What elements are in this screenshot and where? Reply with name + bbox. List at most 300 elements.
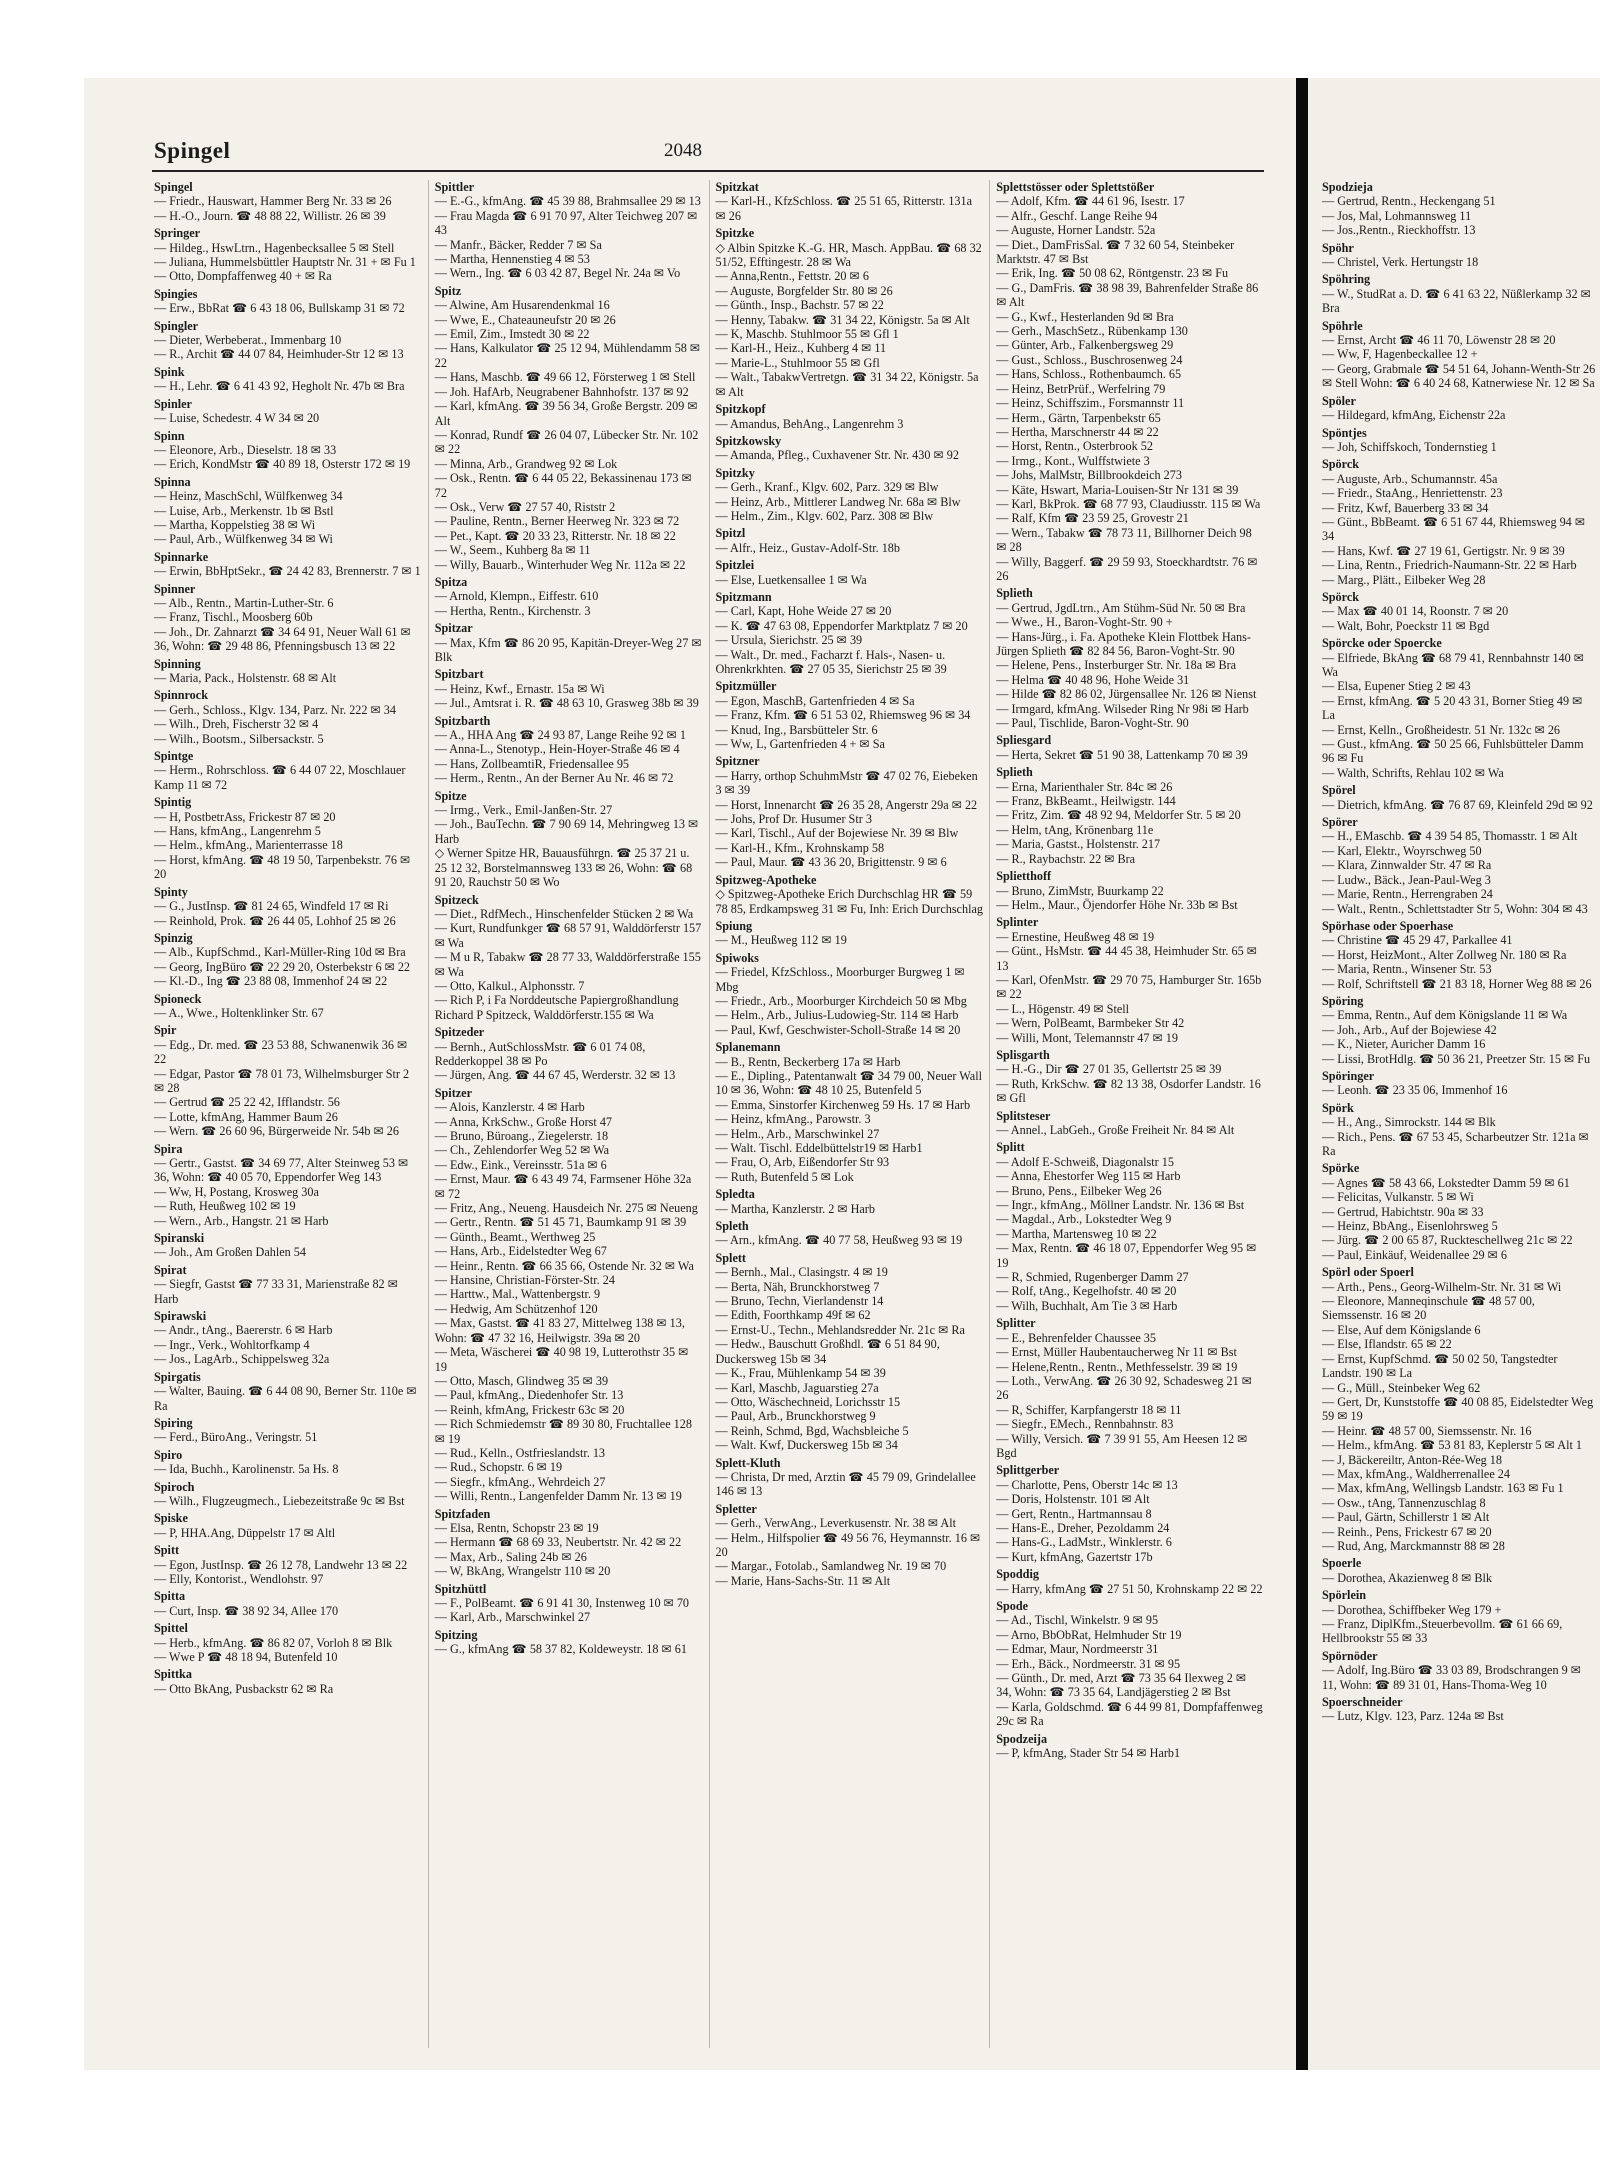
entry-lines: — Elsa, Rentn, Schopstr 23 ✉ 19 — Hermann ☎ 68 69 33, Neubertstr. Nr. 42 ✉ 22 — Max, Arb., Saling 24b ✉ 26 — W, BkAng, Wrangelstr 110 ✉ 20 [434,1520,682,1579]
entry-lines: — Alwine, Am Husarendenkmal 16 — Wwe, E., Chateauneufstr 20 ✉ 26 — Emil, Zim., Imstedt 30 ✉ 22 — Hans, Kalkulator ☎ 25 12 94, Mühlendamm 58 ✉ 22 — Hans, Maschb. ☎ 49 66 12, Försterweg 1 ✉ Stell — Joh. HafArb, Neugrabener Bahnhofstr. 137 ✉ 92 — Karl, kfmAng. ☎ 39 56 34, Große Bergstr. 209 ✉ Alt — Konrad, Rundf ☎ 26 04 07, Lübecker Str. Nr. 102 ✉ 22 — Minna, Arb., Grandweg 92 ✉ Lok — Osk., Rentn. ☎ 6 44 05 22, Bekassinenau 173 ✉ 72 — Osk., Verw ☎ 27 57 40, Riststr 2 — Pauline, Rentn., Berner Heerweg Nr. 323 ✉ 72 — Pet., Kapt. ☎ 20 33 23, Ritterstr. Nr. 18 ✉ 22 — W., Seem., Kuhberg 8a ✉ 11 — Willy, Bauarb., Winterhuder Weg Nr. 112a ✉ 22 [434,298,701,572]
entry-lines: — Bruno, ZimMstr, Buurkamp 22 — Helm., Maur., Öjendorfer Höhe Nr. 33b ✉ Bst [996,883,1238,912]
directory-entry [154,1231,422,1260]
scanned-spread [84,78,1600,2070]
directory-entry [716,679,984,751]
surname-heading: Spingel [154,180,193,194]
entry-lines: — Christine ☎ 45 29 47, Parkallee 41 — Horst, HeizMont., Alter Zollweg Nr. 180 ✉ Ra — Maria, Rentn., Winsener Str. 53 — Rolf, Schriftstell ☎ 21 83 18, Horner Weg 88 ✉ 26 [1322,933,1592,991]
directory-entry [996,1567,1264,1596]
surname-heading: Spitzeck [434,892,479,907]
directory-entry [435,180,703,281]
directory-entry [996,915,1264,1045]
directory-entry [154,582,422,654]
entry-lines: — A., HHA Ang ☎ 24 93 87, Lange Reihe 92 ✉ 1 — Anna-L., Stenotyp., Hein-Hoyer-Straße 46 ✉ 4 — Hans, ZollbeamtiR, Friedensallee 95 — Herm., Rentn., An der Berner Au Nr. 46 ✉ 72 [434,728,686,786]
directory-entry [996,1316,1264,1460]
entry-lines: — Curt, Insp. ☎ 38 92 34, Allee 170 [154,1603,339,1618]
surname-heading: Spöringer [1322,1068,1375,1083]
facing-page [1308,78,1600,2070]
entry-lines: — Elfriede, BkAng ☎ 68 79 41, Rennbahnstr 140 ✉ Wa — Elsa, Eupener Stieg 2 ✉ 43 — Ernst, kfmAng. ☎ 5 20 43 31, Borner Stieg 49 ✉ La — Ernst, Kelln., Großheidestr. 51 Nr. 132c ✉ 26 — Gust., kfmAng. ☎ 50 25 66, Fuhlsbütteler Damm 96 ✉ Fu — Walth, Schrifts, Rehlau 102 ✉ Wa [1322,650,1585,780]
directory-entry [716,1251,984,1453]
directory-entry [435,667,703,710]
surname-heading: Spitzkopf [715,402,766,417]
entry-lines: — Joh., Am Großen Dahlen 54 [154,1245,306,1260]
surname-heading: Spinler [154,396,192,411]
surname-heading: Spörck [1322,457,1360,472]
surname-heading: Spöntjes [1322,425,1367,440]
entry-lines: — Arnold, Klempn., Eiffestr. 610 — Hertha, Rentn., Kirchenstr. 3 [434,589,599,618]
directory-entry [435,1086,703,1504]
column-2 [428,180,709,2048]
directory-entry [435,789,703,890]
directory-entry [996,765,1264,866]
entry-lines: — E.-G., kfmAng. ☎ 45 39 88, Brahmsallee 29 ✉ 13 — Frau Magda ☎ 6 91 70 97, Alter Teichweg 207 ✉ 43 — Manfr., Bäcker, Redder 7 ✉ Sa — Martha, Hennenstieg 4 ✉ 53 — Wern., Ing. ☎ 6 03 42 87, Begel Nr. 24a ✉ Vo [434,194,701,281]
entry-lines: — Harry, kfmAng ☎ 27 51 50, Krohnskamp 22 ✉ 22 [996,1581,1263,1596]
surname-heading: Spörk [1322,1100,1354,1115]
surname-heading: Spitzky [715,465,755,480]
surname-heading: Spitzke [715,226,755,241]
surname-heading: Spinn [154,428,185,443]
directory-entry [1322,815,1596,916]
directory-entry [154,795,422,881]
directory-entry [1322,1161,1596,1262]
entry-lines: — Gertrud, Rentn., Heckengang 51 — Jos, Mal, Lohmannsweg 11 — Jos.,Rentn., Rieckhoffstr. 13 [1322,194,1496,238]
surname-heading: Spitzbarth [434,713,491,728]
directory-entry [1322,457,1596,587]
entry-lines: — Diet., RdfMech., Hinschenfelder Stücken 2 ✉ Wa — Kurt, Rundfunkger ☎ 68 57 91, Walddörferstr 157 ✉ Wa — M u R, Tabakw ☎ 28 77 33, Walddörferstraße 155 ✉ Wa — Otto, Kalkul., Alphonsstr. 7 — Rich P, i Fa Norddeutsche Papiergroßhandlung Richard P Spitzeck, Walddörferstr.155 ✉ Wa [434,906,702,1022]
directory-entry [154,1543,422,1586]
entry-lines: — Arn., kfmAng. ☎ 40 77 58, Heußweg 93 ✉ 19 [715,1233,963,1248]
entry-lines: — Karl-H., KfzSchloss. ☎ 25 51 65, Ritterstr. 131a ✉ 26 [715,194,973,223]
directory-entry [154,365,422,394]
directory-entry [154,1511,422,1540]
entry-lines: — Leonh. ☎ 23 35 06, Immenhof 16 [1322,1083,1508,1098]
entry-lines: — H, PostbetrAss, Frickestr 87 ✉ 20 — Hans, kfmAng., Langenrehm 5 — Helm., kfmAng., Marienterrasse 18 — Horst, kfmAng. ☎ 48 19 50, Tarpenbekstr. 76 ✉ 20 [154,809,411,882]
directory-entry [154,1480,422,1509]
surname-heading: Spingler [154,318,199,333]
surname-heading: Spintig [154,795,192,810]
surname-heading: Spirawski [154,1309,207,1324]
entry-lines: — Hildegard, kfmAng, Eichenstr 22a [1322,408,1506,423]
directory-entry [154,1142,422,1228]
header-rule [152,170,1264,172]
column-1 [154,180,428,2048]
entry-lines: — Luise, Schedestr. 4 W 34 ✉ 20 [154,411,320,426]
entry-lines: — Gerh., Schloss., Klgv. 134, Parz. Nr. 222 ✉ 34 — Wilh., Dreh, Fischerstr 32 ✉ 4 — Wilh., Bootsm., Silbersackstr. 5 [154,702,396,746]
entry-lines: — B., Rentn, Beckerberg 17a ✉ Harb — E., Dipling., Patentanwalt ☎ 34 79 00, Neuer Wall 10 ✉ 36, Wohn: ☎ 48 10 25, Butenfeld 5 — Emma, Sinstorfer Kirchenweg 59 Hs. 17 ✉ Harb — Heinz, kfmAng., Parowstr. 3 — Helm., Arb., Marschwinkel 27 — Walt. Tischl. Eddelbüttelstr19 ✉ Harb1 — Frau, O, Arb, Eißendorfer Str 93 — Ruth, Butenfeld 5 ✉ Lok [715,1054,982,1184]
surname-heading: Spörhase oder Spoerhase [1322,918,1454,933]
entry-lines: — Else, Luetkensallee 1 ✉ Wa [715,572,867,587]
entry-lines: — H.-G., Dir ☎ 27 01 35, Gellertstr 25 ✉ 39 — Ruth, KrkSchw. ☎ 82 13 38, Osdorfer Landstr. 16 ✉ Gfl [996,1062,1261,1106]
surname-heading: Spiwoks [715,950,759,965]
directory-entry [716,466,984,524]
directory-entry [716,1187,984,1216]
directory-entry [1322,1695,1596,1724]
surname-heading: Splieth [996,765,1033,780]
directory-entry [1322,180,1596,238]
directory-entry [996,1109,1264,1138]
directory-entry [1322,1069,1596,1098]
entry-lines: — Bernh., Mal., Clasingstr. 4 ✉ 19 — Berta, Näh, Brunckhorstweg 7 — Bruno, Techn, Vierlandenstr 14 — Edith, Foorthkamp 49f ✉ 62 — Ernst-U., Techn., Mehlandsredder Nr. 21c ✉ Ra — Hedw., Bauschutt Großhdl. ☎ 6 51 84 90, Duckersweg 15b ✉ 34 — K., Frau, Mühlenkamp 54 ✉ 39 — Karl, Maschb, Jaguarstieg 27a — Otto, Wäschechneid, Lorichsstr 15 — Paul, Arb., Brunckhorstweg 9 — Reinh, Schmd, Bgd, Wachsbleiche 5 — Walt. Kwf, Duckersweg 15b ✉ 34 [715,1265,965,1453]
surname-heading: Splieth [996,586,1033,601]
directory-entry [1322,994,1596,1066]
entry-lines: — W., StudRat a. D. ☎ 6 41 63 22, Nüßlerkamp 32 ✉ Bra [1322,286,1591,316]
column-3 [709,180,990,2048]
directory-entry [716,873,984,916]
directory-entry [1322,636,1596,780]
entry-lines: — Max ☎ 40 01 14, Roonstr. 7 ✉ 20 — Walt, Bohr, Poeckstr 11 ✉ Bgd [1322,604,1509,633]
directory-entry [154,1667,422,1696]
surname-heading: Spitzkat [715,180,759,194]
directory-entry [996,586,1264,730]
entry-lines: — Emma, Rentn., Auf dem Königslande 11 ✉ Wa — Joh., Arb., Auf der Bojewiese 42 — K., Nieter, Auricher Damm 16 — Lissi, BrotHdlg. ☎ 50 36 21, Preetzer Str. 15 ✉ Fu [1322,1008,1591,1066]
surname-heading: Spiske [154,1511,188,1526]
surname-heading: Spitzkowsky [715,433,782,448]
surname-heading: Splitt [996,1140,1025,1155]
directory-entry [1322,241,1596,270]
surname-heading: Spiro [154,1447,183,1462]
directory-entry [716,1040,984,1184]
surname-heading: Spoddig [996,1567,1039,1582]
entry-lines: — Adolf E-Schweiß, Diagonalstr 15 — Anna, Ehestorfer Weg 115 ✉ Harb — Bruno, Pens., Eilbeker Weg 26 — Ingr., kfmAng., Möllner Landstr. Nr. 136 ✉ Bst — Magdal., Arb., Lokstedter Weg 9 — Martha, Martensweg 10 ✉ 22 — Max, Rentn. ☎ 46 18 07, Eppendorfer Weg 95 ✉ 19 — R, Schmied, Rugenberger Damm 27 — Rolf, tAng., Kegelhofstr. 40 ✉ 20 — Wilh, Buchhalt, Am Tie 3 ✉ Harb [996,1154,1257,1313]
surname-heading: Spoerle [1322,1556,1362,1571]
entry-lines: — Herb., kfmAng. ☎ 86 82 07, Vorloh 8 ✉ Blk — Wwe P ☎ 48 18 94, Butenfeld 10 [154,1635,393,1664]
running-title: Spingel [154,138,231,163]
facing-page-column [1322,180,1596,2048]
entry-lines: — Adolf, Kfm. ☎ 44 61 96, Isestr. 17 — Alfr., Geschf. Lange Reihe 94 — Auguste, Horner Landstr. 52a — Diet., DamFrisSal. ☎ 7 32 60 54, Steinbeker Marktstr. 47 ✉ Bst — Erik, Ing. ☎ 50 08 62, Röntgenstr. 23 ✉ Fu — G., DamFris. ☎ 38 98 39, Bahrenfelder Straße 86 ✉ Alt — G., Kwf., Hesterlanden 9d ✉ Bra — Gerh., MaschSetz., Rübenkamp 130 — Günter, Arb., Falkenbergsweg 29 — Gust., Schloss., Buschrosenweg 24 — Hans, Schloss., Rothenbaumch. 65 — Heinz, BetrPrüf., Werfelring 79 — Heinz, Schiffszim., Forsmannstr 11 — Herm., Gärtn, Tarpenbekstr 65 — Hertha, Marschnerstr 44 ✉ 22 — Horst, Rentn., Osterbrook 52 — Irmg., Kont., Wulffstwiete 3 — Johs, MalMstr, Billbrookdeich 273 — Käte, Hswart, Maria-Louisen-Str Nr 131 ✉ 39 — Karl, BkProk. ☎ 68 77 93, Claudiusstr. 115 ✉ Wa — Ralf, Kfm ☎ 23 59 25, Grovestr 21 — Wern., Tabakw ☎ 78 73 11, Billhorner Deich 98 ✉ 28 — Willy, Baggerf. ☎ 29 59 93, Stoeckhardtstr. 76 ✉ 26 [996,194,1261,583]
surname-heading: Spitzhüttl [434,1581,487,1596]
directory-entry [996,1732,1264,1761]
directory-entry [1322,1101,1596,1159]
surname-heading: Spittel [154,1621,188,1636]
directory-entry [996,733,1264,762]
entry-lines: — F., PolBeamt. ☎ 6 91 41 30, Instenweg 10 ✉ 70 — Karl, Arb., Marschwinkel 27 [434,1596,690,1625]
directory-entry [435,621,703,664]
entry-lines: — Herm., Rohrschloss. ☎ 6 44 07 22, Moschlauer Kamp 11 ✉ 72 [154,763,406,792]
surname-heading: Splett [715,1250,746,1265]
entry-lines: — Friedr., Hauswart, Hammer Berg Nr. 33 ✉ 26 — H.-O., Journ. ☎ 48 88 22, Willistr. 26 ✉ 39 [154,194,392,223]
entry-lines: — Hildeg., HswLtrn., Hagenbecksallee 5 ✉ Stell — Juliana, Hummelsbüttler Hauptstr Nr. 31 + ✉ Fu 1 — Otto, Dompfaffenweg 40 + ✉ Ra [154,240,416,284]
surname-heading: Spinnarke [154,549,209,564]
surname-heading: Spitzeder [434,1025,485,1040]
surname-heading: Spöhrle [1322,318,1363,333]
directory-entry [1322,272,1596,315]
surname-heading: Spinnrock [154,688,208,703]
surname-heading: Spiroch [154,1479,195,1494]
surname-heading: Spöhring [1322,272,1371,287]
surname-heading: Spitzbart [434,667,484,682]
entry-lines: — Siegfr, Gastst ☎ 77 33 31, Marienstraße 82 ✉ Harb [154,1277,398,1306]
surname-heading: Spinning [154,656,201,671]
entry-lines: — Herta, Sekret ☎ 51 90 38, Lattenkamp 70 ✉ 39 [996,747,1248,762]
surname-heading: Spoerschneider [1322,1695,1403,1710]
entry-lines: — Egon, JustInsp. ☎ 26 12 78, Landwehr 13 ✉ 22 — Elly, Kontorist., Wendlohstr. 97 [154,1557,408,1586]
entry-lines: — P, kfmAng, Stader Str 54 ✉ Harb1 [996,1746,1181,1761]
entry-lines: — Martha, Kanzlerstr. 2 ✉ Harb [715,1201,875,1216]
surname-heading: Spitz [434,283,462,298]
surname-heading: Spintge [154,749,194,764]
directory-entry [154,1448,422,1477]
surname-heading: Spittler [434,180,475,194]
directory-entry [435,1628,703,1657]
surname-heading: Spiring [154,1415,193,1430]
directory-entry [1322,590,1596,633]
surname-heading: Spörl oder Spoerl [1322,1265,1414,1280]
surname-heading: Spitt [154,1543,180,1558]
directory-entry [154,688,422,746]
directory-entry [996,1140,1264,1313]
surname-heading: Spitzweg-Apotheke [715,872,817,887]
directory-entry [154,1589,422,1618]
directory-entry [716,526,984,555]
surname-heading: Spinty [154,884,188,899]
surname-heading: Spletter [715,1501,757,1516]
directory-entry [154,180,422,223]
directory-entry [154,885,422,928]
entry-lines: — Heinz, Kwf., Ernastr. 15a ✉ Wi — Jul., Amtsrat i. R. ☎ 48 63 10, Grasweg 38b ✉ 39 [434,681,699,711]
directory-entry [435,1507,703,1579]
directory-entry [996,180,1264,583]
entry-columns [154,180,1270,2048]
surname-heading: Spliesgard [996,733,1052,748]
directory-entry [716,402,984,431]
entry-lines: — Irmg., Verk., Emil-Janßen-Str. 27 — Joh., BauTechn. ☎ 7 90 69 14, Mehringweg 13 ✉ Harb ◇ Werner Spitze HR, Bauausführgn. ☎ 25 37 21 u. 25 12 32, Borstelmannsweg 133 ✉ 26, Wohn: ☎ 68 91 20, Rauchstr 50 ✉ Wo [434,803,699,890]
entry-lines: — Max, Kfm ☎ 86 20 95, Kapitän-Dreyer-Weg 27 ✉ Blk [434,635,702,664]
directory-entry [435,714,703,786]
surname-heading: Spinna [154,474,191,489]
entry-lines: — Erna, Marienthaler Str. 84c ✉ 26 — Franz, BkBeamt., Heilwigstr. 144 — Fritz, Zim. ☎ 48 92 94, Meldorfer Str. 5 ✉ 20 — Helm, tAng, Krönenbarg 11e — Maria, Gastst., Holstenstr. 217 — R., Raybachstr. 22 ✉ Bra [996,779,1241,866]
directory-entry [1322,394,1596,423]
directory-entry [435,575,703,618]
entry-lines: — Adolf, Ing.Büro ☎ 33 03 89, Brodschrangen 9 ✉ 11, Wohn: ☎ 89 31 01, Hans-Thoma-Weg 10 [1322,1663,1581,1692]
surname-heading: Splett-Kluth [715,1455,781,1470]
surname-heading: Spodzeija [996,1731,1048,1746]
entry-lines: — Erwin, BbHptSekr., ☎ 24 42 83, Brennerstr. 7 ✉ 1 [154,564,421,579]
entry-lines: — Dietrich, kfmAng. ☎ 76 87 69, Kleinfeld 29d ✉ 92 [1322,797,1593,812]
surname-heading: Spitzlei [715,558,755,573]
surname-heading: Spiranski [154,1231,205,1246]
directory-entry [996,1048,1264,1106]
directory-entry [154,1370,422,1413]
directory-page [84,78,1296,2070]
directory-entry [154,429,422,472]
directory-entry [716,558,984,587]
entry-lines: — Bernh., AutSchlossMstr. ☎ 6 01 74 08, Redderkoppel 38 ✉ Po — Jürgen, Ang. ☎ 44 67 45, Werderstr. 32 ✉ 13 [434,1039,676,1083]
entry-lines: — Christa, Dr med, Arztin ☎ 45 79 09, Grindelallee 146 ✉ 13 [715,1469,976,1499]
entry-lines: — Christel, Verk. Hertungstr 18 [1322,255,1479,270]
entry-lines: — Walter, Bauing. ☎ 6 44 08 90, Berner Str. 110e ✉ Ra [154,1384,417,1413]
entry-lines: — Gerh., Kranf., Klgv. 602, Parz. 329 ✉ Blw — Heinz, Arb., Mittlerer Landweg Nr. 68a ✉ Blw — Helm., Zim., Klgv. 602, Parz. 308 ✉ Blw [715,480,961,523]
directory-entry [716,754,984,869]
entry-lines: — Wilh., Flugzeugmech., Liebezeitstraße 9c ✉ Bst [154,1493,405,1508]
entry-lines: — M., Heußweg 112 ✉ 19 [715,933,847,948]
surname-heading: Spörlein [1322,1588,1367,1603]
entry-lines: — Annel., LabGeh., Große Freiheit Nr. 84 ✉ Alt [996,1123,1235,1137]
directory-entry [716,434,984,463]
entry-lines: — Ernestine, Heußweg 48 ✉ 19 — Günt., HsMstr. ☎ 44 45 38, Heimhuder Str. 65 ✉ 13 — Karl, OfenMstr. ☎ 29 70 75, Hamburger Str. 165b ✉ 22 — L., Högenstr. 49 ✉ Stell — Wern, PolBeamt, Barmbeker Str 42 — Willi, Mont, Telemannstr 47 ✉ 19 [996,929,1262,1045]
directory-entry [154,319,422,362]
entry-lines: — Alois, Kanzlerstr. 4 ✉ Harb — Anna, KrkSchw., Große Horst 47 — Bruno, Büroang., Ziegelerstr. 18 — Ch., Zehlendorfer Weg 52 ✉ Wa — Edw., Eink., Vereinsstr. 51a ✉ 6 — Ernst, Maur. ☎ 6 43 49 74, Farmsener Höhe 32a ✉ 72 — Fritz, Ang., Neueng. Hausdeich Nr. 275 ✉ Neueng — Gertr., Rentn. ☎ 51 45 71, Baumkamp 91 ✉ 39 — Günth., Beamt., Werthweg 25 — Hans, Arb., Eidelstedter Weg 67 — Heinr., Rentn. ☎ 66 35 66, Ostende Nr. 32 ✉ Wa — Hansine, Christian-Förster-Str. 24 — Harttw., Mal., Wattenbergstr. 9 — Hedwig, Am Schützenhof 120 — Max, Gastst. ☎ 41 83 27, Mittelweg 138 ✉ 13, Wohn: ☎ 47 32 16, Heilwigstr. 39a ✉ 20 — Meta, Wäscherei ☎ 40 98 19, Lutterothstr 35 ✉ 19 — Otto, Masch, Glindweg 35 ✉ 39 — Paul, kfmAng., Diedenhofer Str. 13 — Reinh, kfmAng, Frickestr 63c ✉ 20 — Rich Schmiedemstr ☎ 89 30 80, Fruchtallee 128 ✉ 19 — Rud., Kelln., Ostfrieslandstr. 13 — Rud., Schopstr. 6 ✉ 19 — Siegfr., kfmAng., Wehrdeich 27 — Willi, Rentn., Langenfelder Damm Nr. 13 ✉ 19 [434,1100,698,1504]
surname-heading: Spleth [715,1219,749,1234]
entry-lines: — Joh, Schiffskoch, Tondernstieg 1 [1322,439,1497,454]
directory-entry [154,992,422,1021]
directory-entry [435,284,703,572]
surname-heading: Spiung [715,918,753,933]
surname-heading: Spitze [434,788,467,803]
entry-lines: — Gertrud, JgdLtrn., Am Stühm-Süd Nr. 50 ✉ Bra — Wwe., H., Baron-Voght-Str. 90 + — Hans-Jürg., i. Fa. Apotheke Klein Flottbek Hans-Jürgen Splieth ☎ 82 84 56, Baron-Voght-Str. 90 — Helene, Pens., Insterburger Str. Nr. 18a ✉ Bra — Helma ☎ 40 48 96, Hohe Weide 31 — Hilde ☎ 82 86 02, Jürgensallee Nr. 126 ✉ Nienst — Irmgard, kfmAng. Wilseder Ring Nr 98i ✉ Harb — Paul, Tischlide, Baron-Voght-Str. 90 [996,600,1257,731]
entry-lines: — H., Lehr. ☎ 6 41 43 92, Hegholt Nr. 47b ✉ Bra [154,379,405,394]
surname-heading: Spitzner [715,754,760,769]
surname-heading: Spörel [1322,783,1356,798]
surname-heading: Spitzing [434,1627,478,1642]
entry-lines: — Friedel, KfzSchloss., Moorburger Burgweg 1 ✉ Mbg — Friedr., Arb., Moorburger Kirchdeich 50 ✉ Mbg — Helm., Arb., Julius-Ludowieg-Str. 114 ✉ Harb — Paul, Kwf, Geschwister-Scholl-Straße 14 ✉ 20 [715,965,967,1037]
entry-lines: — Agnes ☎ 58 43 66, Lokstedter Damm 59 ✉ 61 — Felicitas, Vulkanstr. 5 ✉ Wi — Gertrud, Habichtstr. 90a ✉ 33 — Heinz, BbAng., Eisenlohrsweg 5 — Jürg. ☎ 2 00 65 87, Ruckteschellweg 21c ✉ 22 — Paul, Einkäuf, Weidenallee 29 ✉ 6 [1322,1175,1573,1262]
surname-heading: Spörke [1322,1161,1360,1176]
directory-entry [1322,783,1596,812]
directory-entry [996,869,1264,912]
entry-lines: — Amandus, BehAng., Langenrehm 3 [715,416,904,431]
directory-entry [996,1599,1264,1729]
entry-lines: ◇ Albin Spitzke K.-G. HR, Masch. AppBau. ☎ 68 32 51/52, Efftingestr. 28 ✉ Wa — Anna,Rentn., Fettstr. 20 ✉ 6 — Auguste, Borgfelder Str. 80 ✉ 26 — Günth., Insp., Bachstr. 57 ✉ 22 — Henny, Tabakw. ☎ 31 34 22, Königstr. 5a ✉ Alt — K, Maschb. Stuhlmoor 55 ✉ Gfl 1 — Karl-H., Heiz., Kuhberg 4 ✉ 11 — Marie-L., Stuhlmoor 55 ✉ Gfl — Walt., TabakwVertretgn. ☎ 31 34 22, Königstr. 5a ✉ Alt [715,240,982,399]
directory-entry [154,397,422,426]
directory-entry [154,931,422,989]
surname-heading: Spinner [154,581,196,596]
directory-entry [154,475,422,547]
entry-lines: — Alfr., Heiz., Gustav-Adolf-Str. 18b [715,540,900,555]
entry-lines: — Otto BkAng, Pusbackstr 62 ✉ Ra [154,1681,334,1696]
directory-entry [716,1502,984,1588]
surname-heading: Splitsteser [996,1108,1051,1123]
directory-entry [154,749,422,792]
entry-lines: — Ida, Buchh., Karolinenstr. 5a Hs. 8 [154,1462,339,1477]
entry-lines: — Dieter, Werbeberat., Immenbarg 10 — R., Archit ☎ 44 07 84, Heimhuder-Str 12 ✉ 13 [154,333,404,362]
entry-lines: — Edg., Dr. med. ☎ 23 53 88, Schwanenwik 36 ✉ 22 — Edgar, Pastor ☎ 78 01 73, Wilhelmsburger Str 2 ✉ 28 — Gertrud ☎ 25 22 42, Ifflandstr. 56 — Lotte, kfmAng, Hammer Baum 26 — Wern. ☎ 26 60 96, Bürgerweide Nr. 54b ✉ 26 [154,1037,410,1139]
directory-entry [716,1456,984,1499]
directory-entry [154,1309,422,1367]
directory-entry [154,287,422,316]
entry-lines: — P, HHA.Ang, Düppelstr 17 ✉ Altl [154,1525,336,1540]
surname-heading: Splettstösser oder Splettstößer [996,180,1155,194]
entry-lines: — G., kfmAng ☎ 58 37 82, Koldeweystr. 18 ✉ 61 [434,1642,687,1657]
directory-entry [996,1463,1264,1564]
entry-lines: — Alb., KupfSchmd., Karl-Müller-Ring 10d ✉ Bra — Georg, IngBüro ☎ 22 29 20, Osterbekstr 6 ✉ 22 — Kl.-D., Ing ☎ 23 88 08, Immenhof 24 ✉ 22 [154,945,411,989]
entry-lines: — Lutz, Klgv. 123, Parz. 124a ✉ Bst [1322,1709,1504,1724]
directory-entry [716,919,984,948]
directory-entry [154,550,422,579]
entry-lines: — Gertr., Gastst. ☎ 34 69 77, Alter Steinweg 53 ✉ 36, Wohn: ☎ 40 05 70, Eppendorfer Weg 143 — Ww, H, Postang, Krosweg 30a — Ruth, Heußweg 102 ✉ 19 — Wern., Arb., Hangstr. 21 ✉ Harb [154,1156,409,1228]
directory-entry [716,590,984,676]
surname-heading: Spitzer [434,1085,472,1100]
entry-lines: — Egon, MaschB, Gartenfrieden 4 ✉ Sa — Franz, Kfm. ☎ 6 51 53 02, Rhiemsweg 96 ✉ 34 — Knud, Ing., Barsbütteler Str. 6 — Ww, L, Gartenfrieden 4 + ✉ Sa [715,693,971,752]
directory-entry [1322,1265,1596,1553]
entry-lines: — Eleonore, Arb., Dieselstr. 18 ✉ 33 — Erich, KondMstr ☎ 40 89 18, Osterstr 172 ✉ 19 [154,442,411,472]
directory-entry [435,1025,703,1083]
directory-entry [1322,1588,1596,1646]
surname-heading: Spinzig [154,930,193,945]
entry-lines: — E., Behrenfelder Chaussee 35 — Ernst, Müller Haubentaucherweg Nr 11 ✉ Bst — Helene,Rentn., Rentn., Methfesselstr. 39 ✉ 19 — Loth., VerwAng. ☎ 26 30 92, Schadesweg 21 ✉ 26 — R, Schiffer, Karpfangerstr 18 ✉ 11 — Siegfr., EMech., Rennbahnstr. 83 — Willy, Versich. ☎ 7 39 91 55, Am Heesen 12 ✉ Bgd [996,1330,1252,1460]
surname-heading: Spioneck [154,991,202,1006]
surname-heading: Spitta [154,1589,186,1604]
entry-lines: — H., Ang., Simrockstr. 144 ✉ Blk — Rich., Pens. ☎ 67 53 45, Scharbeutzer Str. 121a ✉ Ra [1322,1115,1589,1158]
entry-lines: — Ernst, Archt ☎ 46 11 70, Löwenstr 28 ✉ 20 — Ww, F, Hagenbeckallee 12 + — Georg, Grabmale ☎ 54 51 64, Johann-Wenth-Str 26 ✉ Stell Wohn: ☎ 6 40 24 68, Katnerwiese Nr. 12 ✉ Sa [1322,333,1596,391]
entry-lines: — Harry, orthop SchuhmMstr ☎ 47 02 76, Eiebeken 3 ✉ 39 — Horst, Innenarcht ☎ 26 35 28, Angerstr 29a ✉ 22 — Johs, Prof Dr. Husumer Str 3 — Karl, Tischl., Auf der Bojewiese Nr. 39 ✉ Blw — Karl-H., Kfm., Krohnskamp 58 — Paul, Maur. ☎ 43 36 20, Brigittenstr. 9 ✉ 6 [715,768,978,870]
surname-heading: Spir [154,1023,177,1038]
directory-entry [435,893,703,1023]
surname-heading: Spitzar [434,621,473,636]
entry-lines: — Dorothea, Schiffbeker Weg 179 + — Franz, DiplKfm.,Steuerbevollm. ☎ 61 66 69, Hellbrookstr 55 ✉ 33 [1322,1602,1563,1646]
surname-heading: Spitzfaden [434,1506,491,1521]
surname-heading: Spitzmann [715,589,772,604]
entry-lines: — Andr., tAng., Baererstr. 6 ✉ Harb — Ingr., Verk., Wohltorfkamp 4 — Jos., LagArb., Schippelsweg 32a [154,1323,333,1367]
surname-heading: Splietthoff [996,869,1052,884]
entry-lines: — Heinz, MaschSchl, Wülfkenweg 34 — Luise, Arb., Merkenstr. 1b ✉ Bstl — Martha, Koppelstieg 38 ✉ Wi — Paul, Arb., Wülfkenweg 34 ✉ Wi [154,489,343,547]
surname-heading: Spöring [1322,993,1364,1008]
entry-lines: — G., JustInsp. ☎ 81 24 65, Windfeld 17 ✉ Ri — Reinhold, Prok. ☎ 26 44 05, Lohhof 25 ✉ 26 [154,899,396,928]
directory-entry [1322,1649,1596,1692]
entry-lines: — Amanda, Pfleg., Cuxhavener Str. Nr. 430 ✉ 92 [715,448,959,463]
entry-lines: — Ferd., BüroAng., Veringstr. 51 [154,1430,318,1445]
directory-entry [1322,319,1596,391]
entry-lines: — H., EMaschb. ☎ 4 39 54 85, Thomasstr. 1 ✉ Alt — Karl, Elektr., Woyrschweg 50 — Klara, Zinnwalder Str. 47 ✉ Ra — Ludw., Bäck., Jean-Paul-Weg 3 — Marie, Rentn., Herrengraben 24 — Walt., Rentn., Schlettstadter Str 5, Wohn: 304 ✉ 43 [1322,829,1588,916]
surname-heading: Spitza [434,574,468,589]
surname-heading: Spörck [1322,589,1360,604]
entry-lines: — Gerh., VerwAng., Leverkusenstr. Nr. 38 ✉ Alt — Helm., Hilfspolier ☎ 49 56 76, Heymannstr. 16 ✉ 20 — Margar., Fotolab., Samlandweg Nr. 19 ✉ 70 — Marie, Hans-Sachs-Str. 11 ✉ Alt [715,1516,981,1588]
entry-lines: — Arth., Pens., Georg-Wilhelm-Str. Nr. 31 ✉ Wi — Eleonore, Manneqinschule ☎ 48 57 00, Siemssenstr. 16 ✉ 20 — Else, Auf dem Königslande 6 — Else, Iflandstr. 65 ✉ 22 — Ernst, KupfSchmd. ☎ 50 02 50, Tangstedter Landstr. 190 ✉ La — G., Müll., Steinbeker Weg 62 — Gert, Dr, Kunststoffe ☎ 40 08 85, Eidelstedter Weg 59 ✉ 19 — Heinr. ☎ 48 57 00, Siemssenstr. Nr. 16 — Helm., kfmAng. ☎ 53 81 83, Keplerstr 5 ✉ Alt 1 — J, Bäckereiltr, Anton-Rée-Weg 18 — Max, kfmAng., Waldherrenallee 24 — Max, kfmAng, Wellingsb Landstr. 163 ✉ Fu 1 — Osw., tAng, Tannenzuschlag 8 — Paul, Gärtn, Schillerstr 1 ✉ Alt — Reinh., Pens, Frickestr 67 ✉ 20 — Rud, Ang, Marckmannstr 88 ✉ 28 [1322,1279,1594,1553]
directory-entry [716,951,984,1037]
entry-lines: — Carl, Kapt, Hohe Weide 27 ✉ 20 — K. ☎ 47 63 08, Eppendorfer Marktplatz 7 ✉ 20 — Ursula, Sierichstr. 25 ✉ 39 — Walt., Dr. med., Facharzt f. Hals-, Nasen- u. Ohrenkrkhten. ☎ 27 05 35, Sierichstr 25 ✉ 39 [715,604,968,676]
surname-heading: Splanemann [715,1040,781,1055]
entry-lines: — Ad., Tischl, Winkelstr. 9 ✉ 95 — Arno, BbObRat, Helmhuder Str 19 — Edmar, Maur, Nordmeerstr 31 — Erh., Bäck., Nordmeerstr. 31 ✉ 95 — Günth., Dr. med, Arzt ☎ 73 35 64 Ilexweg 2 ✉ 34, Wohn: ☎ 73 35 64, Landjägerstieg 2 ✉ Bst — Karla, Goldschmd. ☎ 6 44 99 81, Dompfaffenweg 29c ✉ Ra [996,1613,1263,1729]
surname-heading: Spodzieja [1322,180,1373,194]
directory-entry [716,226,984,399]
directory-entry [1322,919,1596,991]
surname-heading: Splittgerber [996,1463,1060,1478]
entry-lines: — Alb., Rentn., Martin-Luther-Str. 6 — Franz, Tischl., Moosberg 60b — Joh., Dr. Zahnarzt ☎ 34 64 91, Neuer Wall 61 ✉ 36, Wohn: ☎ 29 48 86, Pfenningsbusch 13 ✉ 22 [154,595,411,654]
surname-heading: Spöler [1322,393,1356,408]
directory-entry [154,1621,422,1664]
column-4 [989,180,1270,2048]
page-number: 2048 [664,140,702,161]
surname-heading: Spittka [154,1667,192,1682]
directory-entry [154,226,422,284]
surname-heading: Springer [154,226,201,241]
surname-heading: Spingies [154,286,198,301]
directory-entry [1322,1556,1596,1585]
entry-lines: — A., Wwe., Holtenklinker Str. 67 [154,1005,324,1020]
surname-heading: Spitzmüller [715,679,777,694]
directory-entry [435,1582,703,1625]
surname-heading: Spörnöder [1322,1648,1378,1663]
surname-heading: Spitzl [715,526,746,541]
directory-entry [154,1263,422,1306]
surname-heading: Spirgatis [154,1369,201,1384]
directory-entry [716,180,984,223]
surname-heading: Spink [154,364,185,379]
entry-lines: — Auguste, Arb., Schumannstr. 45a — Friedr., StaAng., Henriettenstr. 23 — Fritz, Kwf, Bauerberg 33 ✉ 34 — Günt., BbBeamt. ☎ 6 51 67 44, Rhiemsweg 94 ✉ 34 — Hans, Kwf. ☎ 27 19 61, Gertigstr. Nr. 9 ✉ 39 — Lina, Rentn., Friedrich-Naumann-Str. 22 ✉ Harb — Marg., Plätt., Eilbeker Weg 28 [1322,471,1586,587]
entry-lines: — Charlotte, Pens, Oberstr 14c ✉ 13 — Doris, Holstenstr. 101 ✉ Alt — Gert, Rentn., Hartmannsau 8 — Hans-E., Dreher, Pezoldamm 24 — Hans-G., LadMstr., Winklerstr. 6 — Kurt, kfmAng, Gazertstr 17b [996,1477,1178,1564]
surname-heading: Splisgarth [996,1047,1050,1062]
entry-lines: — Maria, Pack., Holstenstr. 68 ✉ Alt [154,671,337,685]
directory-entry [1322,426,1596,455]
entry-lines: ◇ Spitzweg-Apotheke Erich Durchschlag HR ☎ 59 78 85, Erdkampsweg 31 ✉ Fu, Inh: Erich Durchschlag [715,887,983,916]
entry-lines: — Dorothea, Akazienweg 8 ✉ Blk [1322,1570,1492,1585]
surname-heading: Spode [996,1599,1029,1613]
surname-heading: Spöhr [1322,240,1354,255]
directory-entry [154,1023,422,1138]
surname-heading: Spirat [154,1262,187,1277]
surname-heading: Spörer [1322,815,1358,830]
surname-heading: Splitter [996,1316,1036,1331]
surname-heading: Splinter [996,915,1039,930]
directory-entry [154,1416,422,1445]
